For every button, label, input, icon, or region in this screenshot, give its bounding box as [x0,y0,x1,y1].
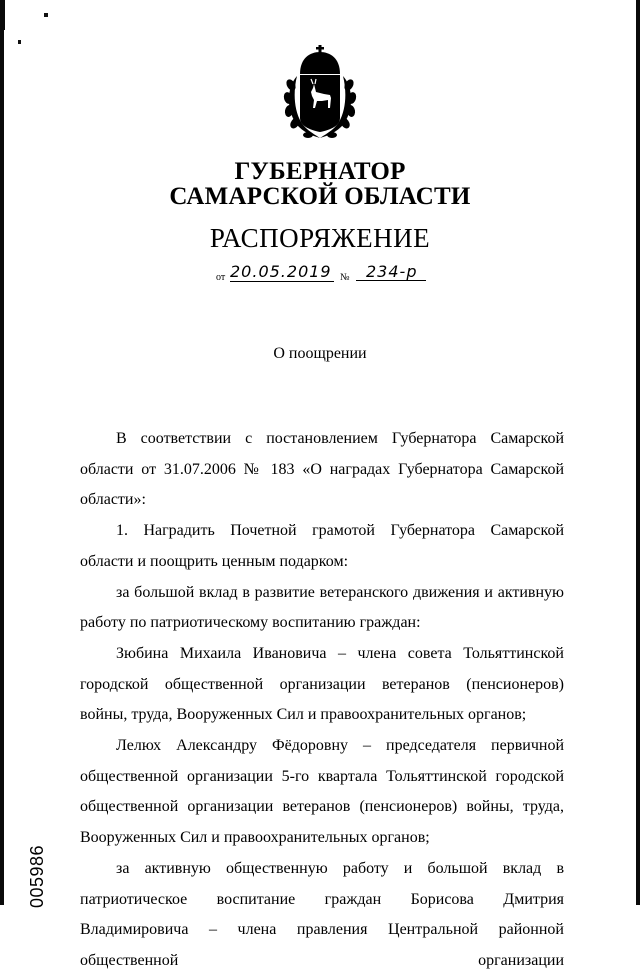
issuer-region: САМАРСКОЙ ОБЛАСТИ [169,183,471,210]
body-paragraph: 1. Наградить Почетной грамотой Губернатора Самарской области и поощрить ценным подарком: [80,522,564,570]
document-subject: О поощрении [273,345,367,362]
margin-serial-number: 005986 [27,844,47,908]
date-value: 20.05.2019 [230,262,334,282]
scan-edge-right [636,0,640,905]
body-paragraph: В соответствии с постановлением Губернатора Самарской области от 31.07.2006 № 183 «О наградах Губернатора Самарской области»: [80,430,564,509]
scan-edge-left [0,0,4,905]
document-type: РАСПОРЯЖЕНИЕ [209,223,431,253]
body-paragraph: за большой вклад в развитие ветеранского движения и активную работу по патриотическому воспитанию граждан: [80,583,564,632]
scan-edge-left-top [0,0,5,30]
body-paragraph: Зюбина Михаила Ивановича – члена совета Тольяттинской городской общественной организации ветеранов (пенсионеров) войны, труда, Вооруженных Сил и правоохранительных органов; [80,644,564,724]
body-paragraph: за активную общественную работу и большой вклад в патриотическое воспитание граждан Борисова Дмитрия Владимировича – члена правления Центральной районной общественной организации [80,859,564,969]
number-value: 234-р [356,262,426,281]
scan-speck [44,13,48,17]
issuer-title: ГУБЕРНАТОР [234,158,406,185]
document-body [80,424,564,977]
scan-speck [18,40,21,44]
body-paragraph: Лелюх Александру Фёдоровну – председателя первичной общественной организации 5-го квартала Тольяттинской городской общественной организации ветеранов (пенсионеров) войны, труда, Вооруженных Сил и правоохранительных органов; [80,737,564,847]
number-label: № [340,272,350,283]
samara-coat-of-arms-icon [270,40,370,145]
date-label: от [216,272,226,283]
